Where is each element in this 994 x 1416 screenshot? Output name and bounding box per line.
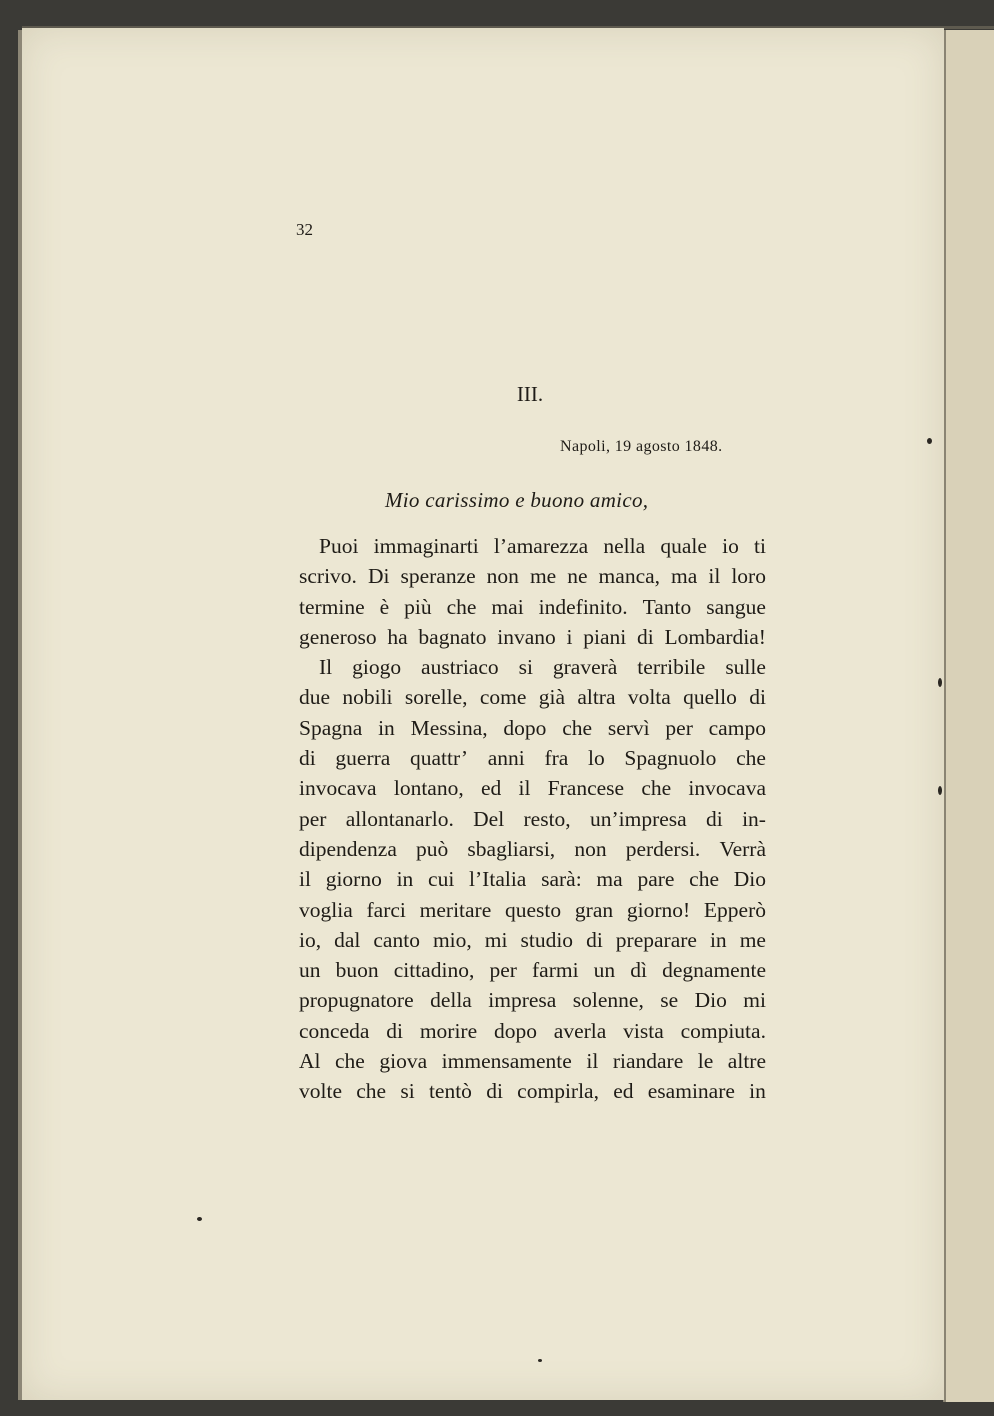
body-word: il [299, 867, 311, 892]
body-word: immensamente [441, 1049, 572, 1074]
body-line [299, 622, 766, 652]
body-line [299, 531, 766, 561]
chapter-heading: III. [516, 382, 544, 406]
body-word: buon [335, 958, 379, 983]
body-word: Il [319, 655, 333, 680]
body-word: questo [505, 897, 562, 922]
body-word: dopo [503, 715, 547, 740]
body-line [299, 652, 766, 682]
body-word: invocava [688, 776, 766, 801]
body-word: mai [491, 594, 524, 619]
body-word: io [722, 534, 739, 558]
body-word: Messina, [410, 715, 488, 740]
body-word: immaginarti [373, 534, 479, 558]
body-word: averla [553, 1018, 607, 1043]
body-word: sbagliarsi, [467, 836, 556, 861]
ink-speck [938, 678, 942, 687]
body-word: già [538, 685, 565, 710]
body-word: che [736, 746, 766, 771]
body-word: cui [428, 867, 455, 892]
body-word: morire [419, 1018, 478, 1043]
body-word: cittadino, [393, 958, 475, 983]
body-word: guerra [335, 746, 391, 771]
body-word: ed [480, 776, 502, 801]
body-word: volta [627, 685, 671, 710]
body-word: come [479, 685, 527, 710]
body-word: esaminare [647, 1079, 735, 1104]
body-word: in [749, 1079, 766, 1104]
body-word: ne [567, 564, 588, 589]
body-word: l’Italia [469, 867, 527, 892]
body-word: meritare [419, 897, 492, 922]
body-word: vista [623, 1018, 664, 1043]
body-word: io, [299, 927, 322, 952]
page-number: 32 [296, 220, 313, 239]
body-word: mi [743, 988, 766, 1013]
body-word: ma [671, 564, 698, 589]
body-word: sorelle, [404, 685, 468, 710]
body-word: Spagnuolo [624, 746, 717, 771]
body-word: fra [544, 746, 569, 771]
body-word: Tanto [642, 594, 692, 619]
body-word: lontano, [393, 776, 464, 801]
body-word: ti [754, 534, 766, 558]
body-word: degnamente [662, 958, 766, 983]
body-word: solenne, [572, 988, 644, 1013]
body-word: che [446, 594, 477, 619]
body-word: si [400, 1079, 415, 1104]
body-word: per [489, 958, 517, 983]
body-line [299, 592, 766, 622]
body-word: il [586, 1049, 599, 1074]
body-word: speranze [400, 564, 476, 589]
body-word: dì [630, 958, 648, 983]
body-word: di [749, 685, 766, 710]
body-word: me [529, 564, 557, 589]
body-word: di [637, 624, 654, 649]
body-word: riandare [612, 1049, 684, 1074]
body-word: che [356, 1079, 387, 1104]
body-word: compirla, [517, 1079, 599, 1104]
body-word: propugnatore [299, 988, 414, 1013]
body-word: austriaco [421, 655, 499, 680]
body-word: se [660, 988, 679, 1013]
body-word: altra [577, 685, 616, 710]
body-word: Spagna [299, 715, 363, 740]
body-word: di [486, 1079, 503, 1104]
next-page-edge [944, 30, 994, 1402]
body-word: scrivo. [299, 564, 357, 589]
body-line [299, 834, 766, 864]
body-word: termine [299, 594, 365, 619]
body-word: quello [683, 685, 737, 710]
body-line [299, 713, 766, 743]
body-word: può [416, 836, 449, 861]
ink-speck [938, 786, 942, 795]
body-word: impresa [488, 988, 557, 1013]
body-word: in [378, 715, 395, 740]
body-line [299, 895, 766, 925]
body-word: ha [387, 624, 408, 649]
body-word: anni [487, 746, 525, 771]
body-word: l’amarezza [493, 534, 589, 558]
body-word: di [706, 806, 723, 831]
body-word: il [708, 564, 721, 589]
letter-body [299, 531, 766, 1107]
letter-salutation: Mio carissimo e buono amico, [385, 488, 649, 512]
body-line [299, 773, 766, 803]
body-word: giorno! [626, 897, 691, 922]
body-word: conceda [299, 1018, 370, 1043]
body-line [299, 925, 766, 955]
body-word: campo [708, 715, 766, 740]
body-word: gran [574, 897, 614, 922]
body-word: Al [299, 1049, 321, 1074]
body-word: tentò [428, 1079, 472, 1104]
body-word: indefinito. [538, 594, 628, 619]
body-word: quale [660, 534, 707, 558]
body-word: voglia [299, 897, 353, 922]
body-word: compiuta. [680, 1018, 766, 1043]
body-word: volte [299, 1079, 342, 1104]
body-word: invano [497, 624, 556, 649]
body-word: sangue [706, 594, 766, 619]
body-word: due [299, 685, 331, 710]
body-word: Di [367, 564, 390, 589]
ink-speck [538, 1359, 542, 1362]
body-word: resto, [523, 806, 571, 831]
body-word: di [386, 1018, 403, 1043]
body-word: preparare [615, 927, 697, 952]
body-word: non [574, 836, 607, 861]
body-word: manca, [598, 564, 661, 589]
body-word: che [641, 776, 672, 801]
body-word: più [404, 594, 432, 619]
ink-speck [197, 1217, 202, 1221]
body-word: bagnato [418, 624, 487, 649]
body-word: farmi [532, 958, 579, 983]
body-line [299, 985, 766, 1015]
body-word: Dio [694, 988, 727, 1013]
body-word: invocava [299, 776, 377, 801]
body-word: il [518, 776, 531, 801]
body-line [299, 682, 766, 712]
body-word: giova [379, 1049, 428, 1074]
body-word: piani [583, 624, 627, 649]
body-word: altre [727, 1049, 766, 1074]
body-word: mi [484, 927, 508, 952]
body-word: quattr’ [409, 746, 469, 771]
body-word: farci [366, 897, 406, 922]
body-word: sarà: [541, 867, 582, 892]
body-line [299, 561, 766, 591]
body-word: mio, [432, 927, 472, 952]
body-word: Verrà [719, 836, 766, 861]
body-word: in [396, 867, 414, 892]
body-word: che [689, 867, 720, 892]
body-line [299, 1016, 766, 1046]
body-line [299, 955, 766, 985]
body-word: un [593, 958, 616, 983]
body-word: della [430, 988, 472, 1013]
body-word: è [379, 594, 390, 619]
body-word: nobili [342, 685, 393, 710]
body-word: di [586, 927, 603, 952]
body-line [299, 743, 766, 773]
body-word: per [299, 806, 327, 831]
body-word: lo [588, 746, 605, 771]
ink-speck [927, 438, 932, 444]
body-word: i [566, 624, 573, 649]
body-word: allontanarlo. [345, 806, 454, 831]
body-word: dal [334, 927, 361, 952]
body-word: Del [473, 806, 505, 831]
body-word: un [299, 958, 321, 983]
body-word: giorno [325, 867, 382, 892]
body-word: non [486, 564, 519, 589]
body-word: Lombardia! [664, 624, 766, 649]
body-word: che [562, 715, 593, 740]
body-word: ed [613, 1079, 634, 1104]
body-word: Epperò [703, 897, 766, 922]
body-word: giogo [352, 655, 402, 680]
body-word: servì [607, 715, 650, 740]
body-word: canto [373, 927, 420, 952]
body-word: Puoi [319, 534, 359, 558]
body-word: perdersi. [625, 836, 701, 861]
body-line [299, 1076, 766, 1106]
body-word: ma [596, 867, 623, 892]
body-word: le [697, 1049, 714, 1074]
body-word: Dio [733, 867, 766, 892]
body-word: me [739, 927, 766, 952]
body-line [299, 1046, 766, 1076]
body-line [299, 864, 766, 894]
body-word: terribile [637, 655, 706, 680]
body-word: si [518, 655, 533, 680]
body-word: Francese [547, 776, 625, 801]
body-word: un’impresa [589, 806, 687, 831]
letter-dateline: Napoli, 19 agosto 1848. [560, 438, 723, 455]
body-word: di [299, 746, 316, 771]
body-word: pare [637, 867, 675, 892]
body-word: sulle [725, 655, 766, 680]
body-word: dopo [493, 1018, 537, 1043]
body-word: che [335, 1049, 365, 1074]
body-line [299, 804, 766, 834]
body-word: graverà [552, 655, 618, 680]
body-word: in [709, 927, 727, 952]
body-word: loro [731, 564, 766, 589]
body-word: dipendenza [299, 836, 397, 861]
body-word: per [665, 715, 693, 740]
body-word: in- [742, 806, 766, 831]
body-word: nella [603, 534, 646, 558]
body-word: studio [520, 927, 574, 952]
body-word: generoso [299, 624, 377, 649]
